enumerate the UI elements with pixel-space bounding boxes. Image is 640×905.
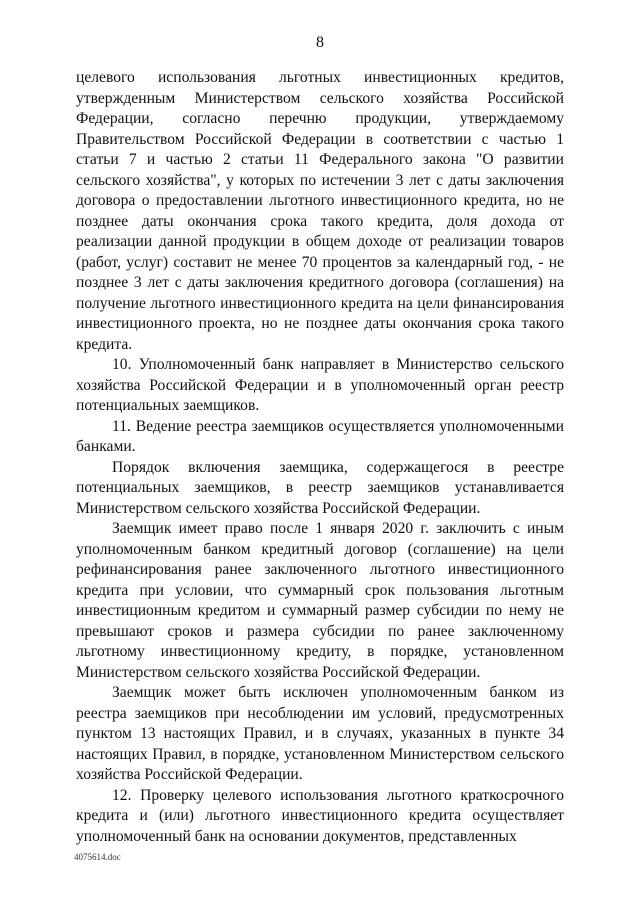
paragraph-registry-procedure: Порядок включения заемщика, содержащегося в реестре потенциальных заемщиков, в реестр заемщиков устанавливается Министерством сельского хозяйства Российской Федерации. (76, 458, 564, 517)
paragraph-item-11: 11. Ведение реестра заемщиков осуществляется уполномоченными банками. (76, 417, 564, 455)
paragraph-continuation: целевого использования льготных инвестиционных кредитов, утвержденным Министерством сельского хозяйства Российской Федерации, согласно перечню продукции, утверждаемому Правительством Российской Федерации в соответствии с частью 1 статьи 7 и частью 2 статьи 11 Федерального закона "О развитии сельского хозяйства", у которых по истечении 3 лет с даты заключения договора о предоставлении льготного инвестиционного кредита, но не позднее даты окончания срока такого кредита, доля дохода от реализации данной продукции в общем доходе от реализации товаров (работ, услуг) составит не менее 70 процентов за календарный год, - не позднее 3 лет с даты заключения кредитного договора (соглашения) на получение льготного инвестиционного кредита на цели финансирования инвестиционного проекта, но не позднее даты окончания срока такого кредита. (76, 69, 564, 353)
page-number: 8 (316, 34, 324, 51)
paragraph-refinancing-right: Заемщик имеет право после 1 января 2020 г. заключить с иным уполномоченным банком кредитный договор (соглашение) на цели рефинансирования ранее заключенного льготного инвестиционного кредита при условии, что суммарный срок пользования льготным инвестиционным кредитом и суммарный размер субсидии по нему не превышают сроков и размера субсидии по ранее заключенному льготному инвестиционному кредиту, в порядке, установленном Министерством сельского хозяйства Российской Федерации. (76, 520, 564, 681)
footer-doc-id: 4075614.doc (74, 852, 121, 862)
document-body (76, 68, 564, 847)
paragraph-item-12: 12. Проверку целевого использования льготного краткосрочного кредита и (или) льготного инвестиционного кредита осуществляет уполномоченный банк на основании документов, представленных (76, 786, 564, 845)
paragraph-item-10: 10. Уполномоченный банк направляет в Министерство сельского хозяйства Российской Федерации и в уполномоченный орган реестр потенциальных заемщиков. (76, 356, 564, 414)
paragraph-exclusion: Заемщик может быть исключен уполномоченным банком из реестра заемщиков при несоблюдении им условий, предусмотренных пунктом 13 настоящих Правил, и в случаях, указанных в пункте 34 настоящих Правил, в порядке, установленном Министерством сельского хозяйства Российской Федерации. (76, 684, 564, 783)
